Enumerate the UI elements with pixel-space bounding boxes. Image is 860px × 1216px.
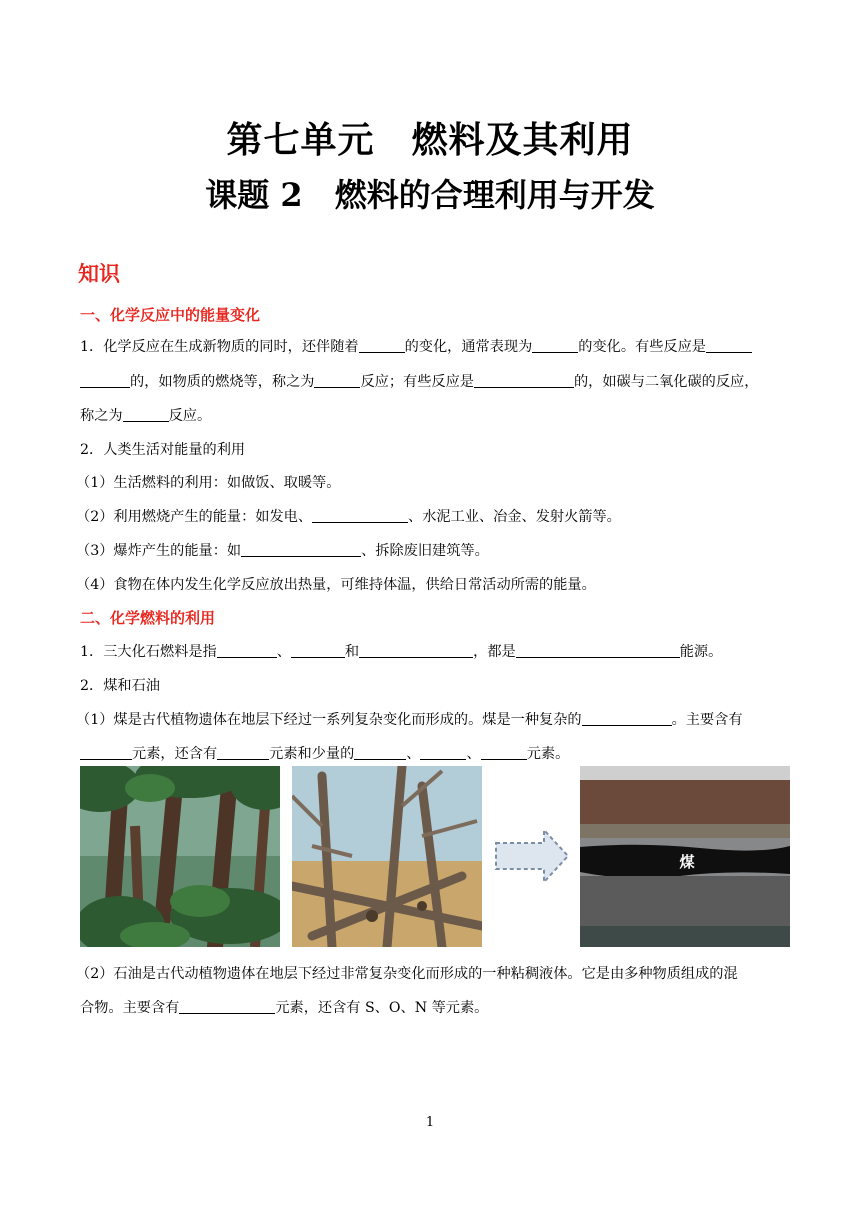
text: 元素，还含有 <box>132 746 218 762</box>
text: （1）煤是古代植物遗体在地层下经过一系列复杂变化而形成的。煤是一种复杂的 <box>76 712 582 728</box>
text: 和 <box>344 644 360 660</box>
s1-p2-3 <box>76 540 489 560</box>
blank[interactable] <box>123 406 169 422</box>
text: 、 <box>276 644 291 660</box>
blank[interactable] <box>420 744 466 760</box>
text: 、水泥工业、冶金、发射火箭等。 <box>408 509 621 525</box>
s1-p1-line1 <box>80 336 752 356</box>
s2-p3-line1 <box>76 709 743 729</box>
fallen-trees-illustration <box>292 766 482 947</box>
blank[interactable] <box>516 642 680 658</box>
forest-illustration <box>80 766 280 947</box>
blank[interactable] <box>179 998 275 1014</box>
lesson-title: 课题 2 燃料的合理利用与开发 <box>205 176 655 214</box>
coal-strata-illustration <box>580 766 790 947</box>
blank[interactable] <box>217 744 269 760</box>
s2-p3-line2 <box>80 743 569 763</box>
blank[interactable] <box>359 642 473 658</box>
text: 反应；有些反应是 <box>360 374 474 390</box>
knowledge-heading: 知识 <box>78 261 120 286</box>
page-number: 1 <box>425 1115 435 1130</box>
text: 元素。 <box>526 746 570 762</box>
text: 称之为 <box>80 408 123 424</box>
blank[interactable] <box>291 642 345 658</box>
s2-p2: 2．煤和石油 <box>80 678 160 694</box>
s1-p2-2 <box>76 506 621 526</box>
s1-p1-line2 <box>80 371 758 391</box>
s2-p1 <box>80 641 722 661</box>
text: 的，如碳与二氧化碳的反应， <box>573 374 759 390</box>
blank[interactable] <box>217 642 277 658</box>
text: （3）爆炸产生的能量：如 <box>76 543 242 559</box>
arrow-right-icon <box>492 766 572 947</box>
text: 、拆除废旧建筑等。 <box>361 543 489 559</box>
blank[interactable] <box>354 744 406 760</box>
s1-p2: 2．人类生活对能量的利用 <box>80 442 246 458</box>
text: 合物。主要含有 <box>80 1000 180 1016</box>
blank[interactable] <box>481 744 527 760</box>
text: （2）利用燃烧产生的能量：如发电、 <box>76 509 313 525</box>
text: ，都是 <box>473 644 516 660</box>
text: 、 <box>406 746 421 762</box>
text: 的，如物质的燃烧等，称之为 <box>130 374 315 390</box>
blank[interactable] <box>241 541 361 557</box>
text: 1．三大化石燃料是指 <box>80 644 217 660</box>
blank[interactable] <box>80 744 132 760</box>
blank[interactable] <box>532 337 578 353</box>
s1-p2-4: （4）食物在体内发生化学反应放出热量，可维持体温，供给日常活动所需的能量。 <box>76 577 596 593</box>
s2-p4-line2 <box>80 997 488 1017</box>
blank[interactable] <box>582 710 672 726</box>
s1-p2-1: （1）生活燃料的利用：如做饭、取暖等。 <box>76 475 341 491</box>
text: 元素，还含有 S、O、N 等元素。 <box>275 1000 489 1016</box>
blank[interactable] <box>474 372 574 388</box>
section2-heading: 二、化学燃料的利用 <box>80 609 216 627</box>
text: 、 <box>466 746 481 762</box>
section1-heading: 一、化学反应中的能量变化 <box>80 306 261 324</box>
blank[interactable] <box>359 337 405 353</box>
text: 能源。 <box>679 644 723 660</box>
text: 的变化。有些反应是 <box>578 339 706 355</box>
s1-p1-line3 <box>80 405 211 425</box>
blank[interactable] <box>314 372 360 388</box>
text: 的变化，通常表现为 <box>404 339 533 355</box>
blank[interactable] <box>312 507 408 523</box>
unit-title: 第七单元 燃料及其利用 <box>226 119 634 161</box>
text: 。主要含有 <box>671 712 743 728</box>
text: 反应。 <box>168 408 212 424</box>
coal-label: 煤 <box>679 853 695 871</box>
blank[interactable] <box>80 372 130 388</box>
s2-p4-line1: （2）石油是古代动植物遗体在地层下经过非常复杂变化而形成的一种粘稠液体。它是由多种物质组成的混 <box>76 966 738 982</box>
text: 1．化学反应在生成新物质的同时，还伴随着 <box>80 339 359 355</box>
blank[interactable] <box>706 337 752 353</box>
text: 元素和少量的 <box>269 746 355 762</box>
